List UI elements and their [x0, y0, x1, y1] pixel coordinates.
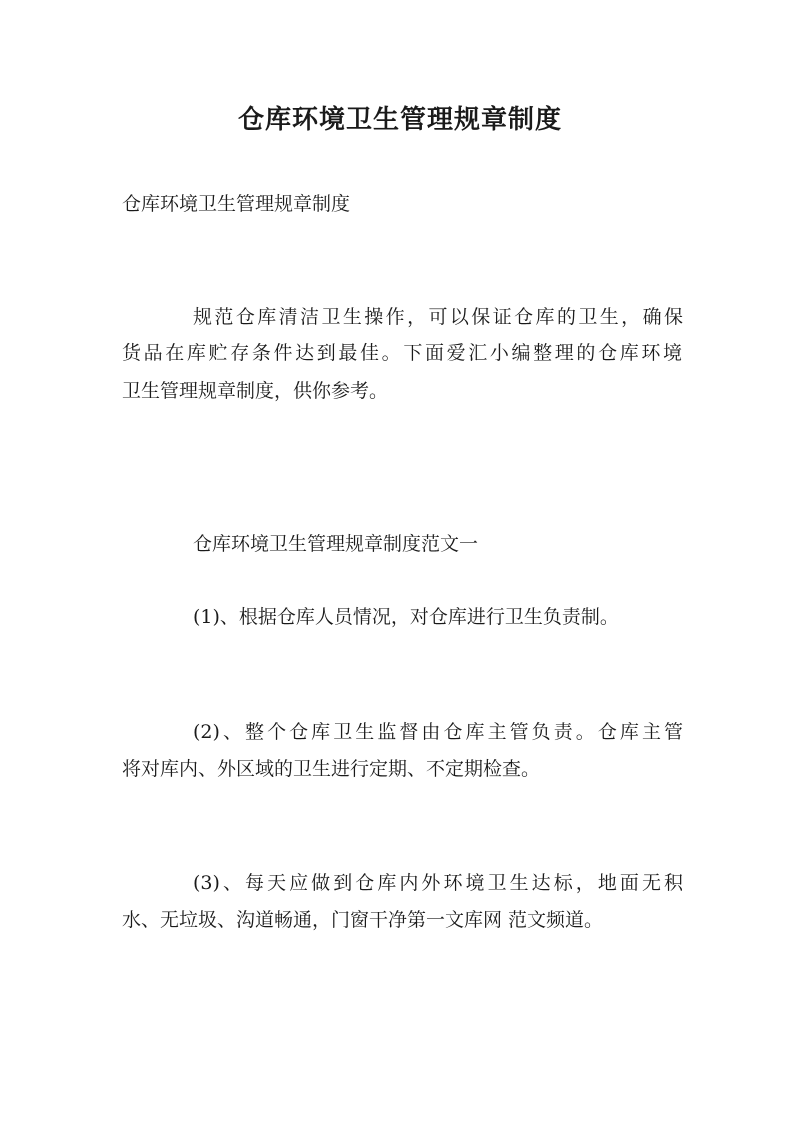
intro-line: 规范仓库清洁卫生操作，可以保证仓库的卫生，确保	[193, 306, 683, 328]
intro-line: 货品在库贮存条件达到最佳。下面爱汇小编整理的仓库环境	[122, 342, 682, 364]
document-title: 仓库环境卫生管理规章制度	[237, 105, 562, 135]
intro-line: 卫生管理规章制度，供你参考。	[122, 380, 389, 402]
clause-line: (1)、根据仓库人员情况，对仓库进行卫生负责制。	[193, 606, 619, 628]
clause-line: (2)、整个仓库卫生监督由仓库主管负责。仓库主管	[193, 721, 683, 743]
document-subtitle: 仓库环境卫生管理规章制度	[122, 193, 351, 215]
clause-line: (3)、每天应做到仓库内外环境卫生达标，地面无积	[193, 872, 683, 894]
section-heading: 仓库环境卫生管理规章制度范文一	[193, 533, 479, 555]
clause-line: 将对库内、外区域的卫生进行定期、不定期检查。	[122, 758, 541, 780]
clause-line: 水、无垃圾、沟道畅通，门窗干净第一文库网 范文频道。	[122, 909, 604, 931]
